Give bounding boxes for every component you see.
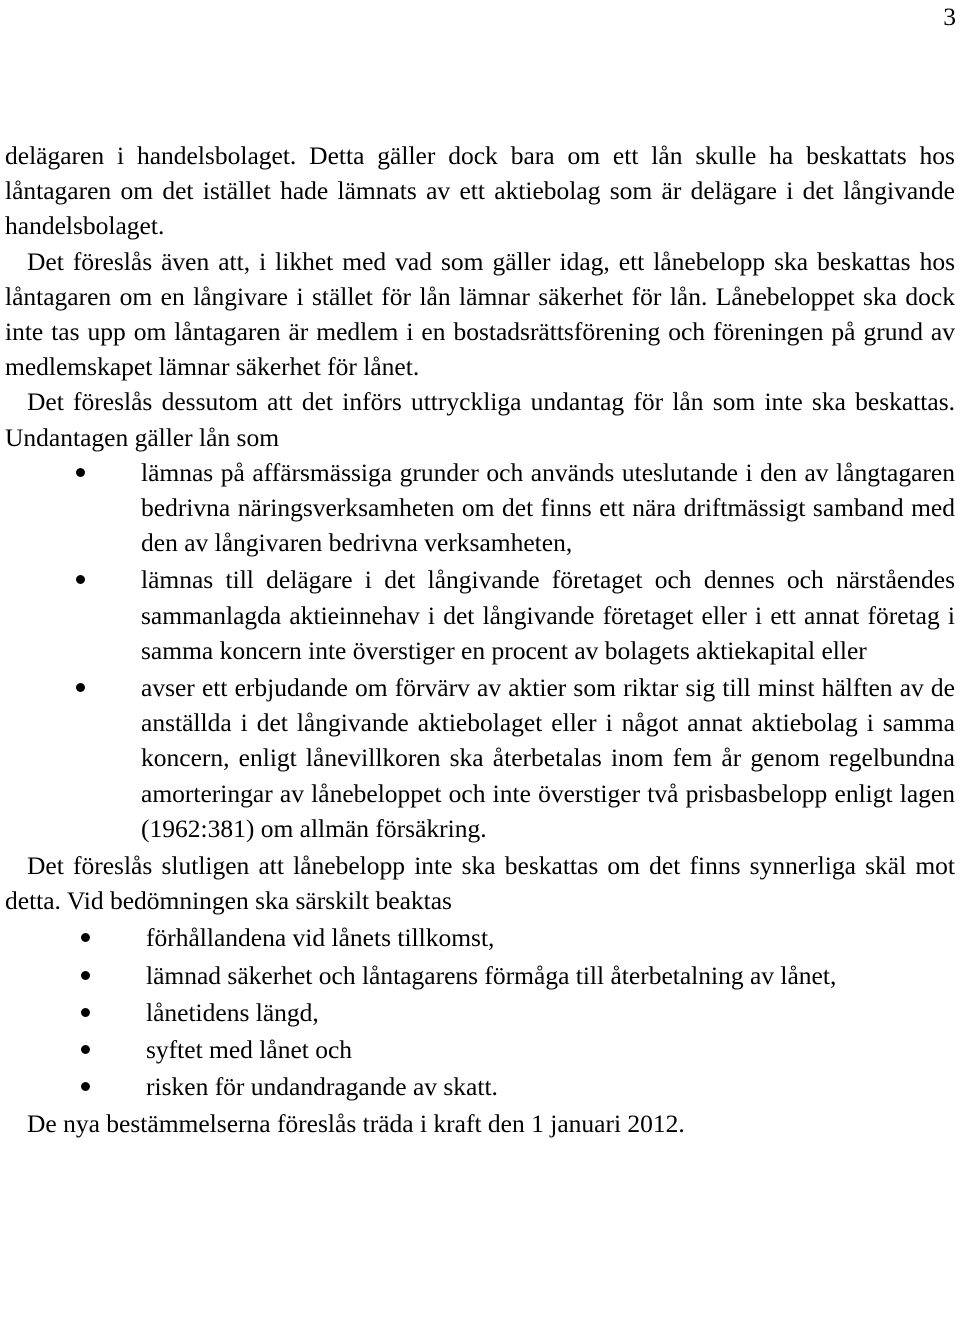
list-item: avser ett erbjudande om förvärv av aktier som riktar sig till minst hälften av de anställda i det långivande aktiebolaget eller i något annat aktiebolag i samma koncern, enligt lånevillkoren ska återbetalas inom fem år genom regelbundna amorteringar av lånebeloppet och inte överstiger två prisbasbelopp enligt lagen (1962:381) om allmän försäkring. (141, 670, 955, 846)
list-item: syftet med lånet och (146, 1032, 955, 1067)
page-number: 3 (943, 2, 956, 31)
list-item: risken för undandragande av skatt. (146, 1069, 955, 1104)
list-item: lånetidens längd, (146, 995, 955, 1030)
assessment-list (146, 920, 955, 1104)
list-item: lämnas på affärsmässiga grunder och används uteslutande i den av långtagaren bedrivna näringsverksamheten om det finns ett nära driftmässigt samband med den av långivaren bedrivna verksamheten, (141, 455, 955, 561)
paragraph-2: Det föreslås även att, i likhet med vad som gäller idag, ett lånebelopp ska beskattas hos låntagaren om en långivare i stället för lån lämnar säkerhet för lån. Lånebeloppet ska dock inte tas upp om låntagaren är medlem i en bostadsrättsförening och föreningen på grund av medlemskapet lämnar säkerhet för lånet. (5, 246, 955, 382)
list-item: förhållandena vid lånets tillkomst, (146, 920, 955, 955)
list-item: lämnas till delägare i det långivande företaget och dennes och närståendes sammanlagda aktieinnehav i det långivande företaget eller i ett annat företag i samma koncern inte överstiger en procent av bolagets aktiekapital eller (141, 562, 955, 668)
paragraph-5: De nya bestämmelserna föreslås träda i kraft den 1 januari 2012. (27, 1109, 685, 1139)
paragraph-1: delägaren i handelsbolaget. Detta gäller dock bara om ett lån skulle ha beskattats hos låntagaren om det istället hade lämnats av ett aktiebolag som är delägare i det långivande handelsbolaget. (5, 141, 955, 241)
paragraph-3: Det föreslås dessutom att det införs uttryckliga undantag för lån som inte ska beskattas. Undantagen gäller lån som (5, 387, 955, 452)
list-item: lämnad säkerhet och låntagarens förmåga till återbetalning av lånet, (146, 958, 955, 993)
document-body (5, 138, 955, 1142)
exceptions-list (141, 455, 955, 846)
paragraph-4: Det föreslås slutligen att lånebelopp inte ska beskattas om det finns synnerliga skäl mot detta. Vid bedömningen ska särskilt beaktas (5, 851, 955, 916)
